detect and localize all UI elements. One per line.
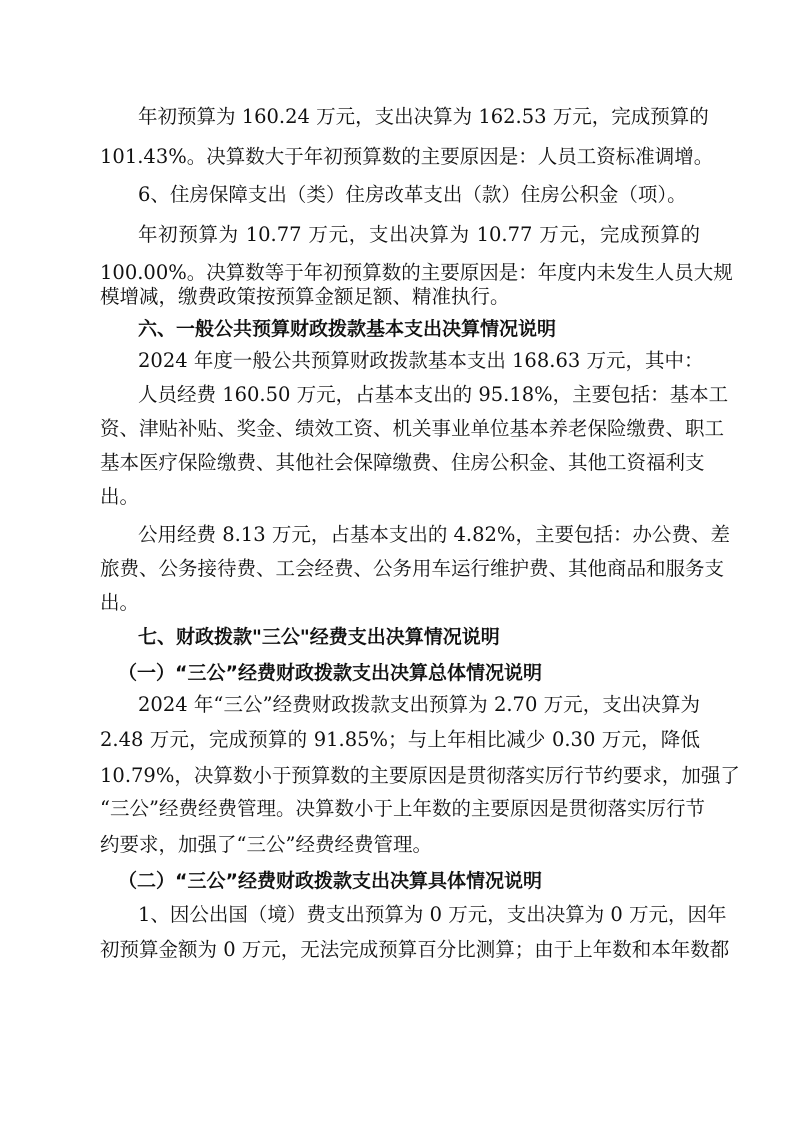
paragraph-line: 2024 年“三公”经费财政拨款支出预算为 2.70 万元，支出决算为 [138,693,700,716]
paragraph-line: 旅费、公务接待费、工会经费、公务用车运行维护费、其他商品和服务支 [100,557,725,580]
section-7-heading: 七、财政拨款"三公"经费支出决算情况说明 [138,626,500,648]
paragraph-line: 人员经费 160.50 万元，占基本支出的 95.18%，主要包括：基本工 [138,383,729,406]
subsection-1-heading: （一）“三公”经费财政拨款支出决算总体情况说明 [118,662,542,684]
paragraph-line: 2024 年度一般公共预算财政拨款基本支出 168.63 万元，其中： [138,349,704,372]
paragraph-line: 模增减，缴费政策按预算金额足额、精准执行。 [100,285,510,308]
section-6-heading: 六、一般公共预算财政拨款基本支出决算情况说明 [138,318,557,340]
paragraph-line: 出。 [100,485,140,508]
paragraph-line: 年初预算为 160.24 万元，支出决算为 162.53 万元，完成预算的 [138,105,709,128]
paragraph-line: 约要求，加强了“三公”经费经费管理。 [100,833,432,856]
paragraph-line: 基本医疗保险缴费、其他社会保障缴费、住房公积金、其他工资福利支 [100,451,705,474]
paragraph-line: 资、津贴补贴、奖金、绩效工资、机关事业单位基本养老保险缴费、职工 [100,417,725,440]
paragraph-line: 1、因公出国（境）费支出预算为 0 万元，支出决算为 0 万元，因年 [138,903,727,926]
paragraph-line: 100.00%。决算数等于年初预算数的主要原因是：年度内未发生人员大规 [100,261,733,284]
paragraph-line: 出。 [100,591,140,614]
paragraph-line: 101.43%。决算数大于年初预算数的主要原因是：人员工资标准调增。 [100,145,714,168]
paragraph-line: 年初预算为 10.77 万元，支出决算为 10.77 万元，完成预算的 [138,223,700,246]
subsection-2-heading: （二）“三公”经费财政拨款支出决算具体情况说明 [118,870,542,892]
paragraph-line: “三公”经费经费管理。决算数小于上年数的主要原因是贯彻落实厉行节 [100,797,705,820]
paragraph-line: 初预算金额为 0 万元，无法完成预算百分比测算；由于上年数和本年数都 [100,938,730,961]
paragraph-line: 公用经费 8.13 万元，占基本支出的 4.82%，主要包括：办公费、差 [138,523,730,546]
paragraph-line: 2.48 万元，完成预算的 91.85%；与上年相比减少 0.30 万元，降低 [100,728,700,751]
paragraph-line: 10.79%，决算数小于预算数的主要原因是贯彻落实厉行节约要求，加强了 [100,764,740,787]
item-6-title: 6、住房保障支出（类）住房改革支出（款）住房公积金（项）。 [138,183,687,206]
